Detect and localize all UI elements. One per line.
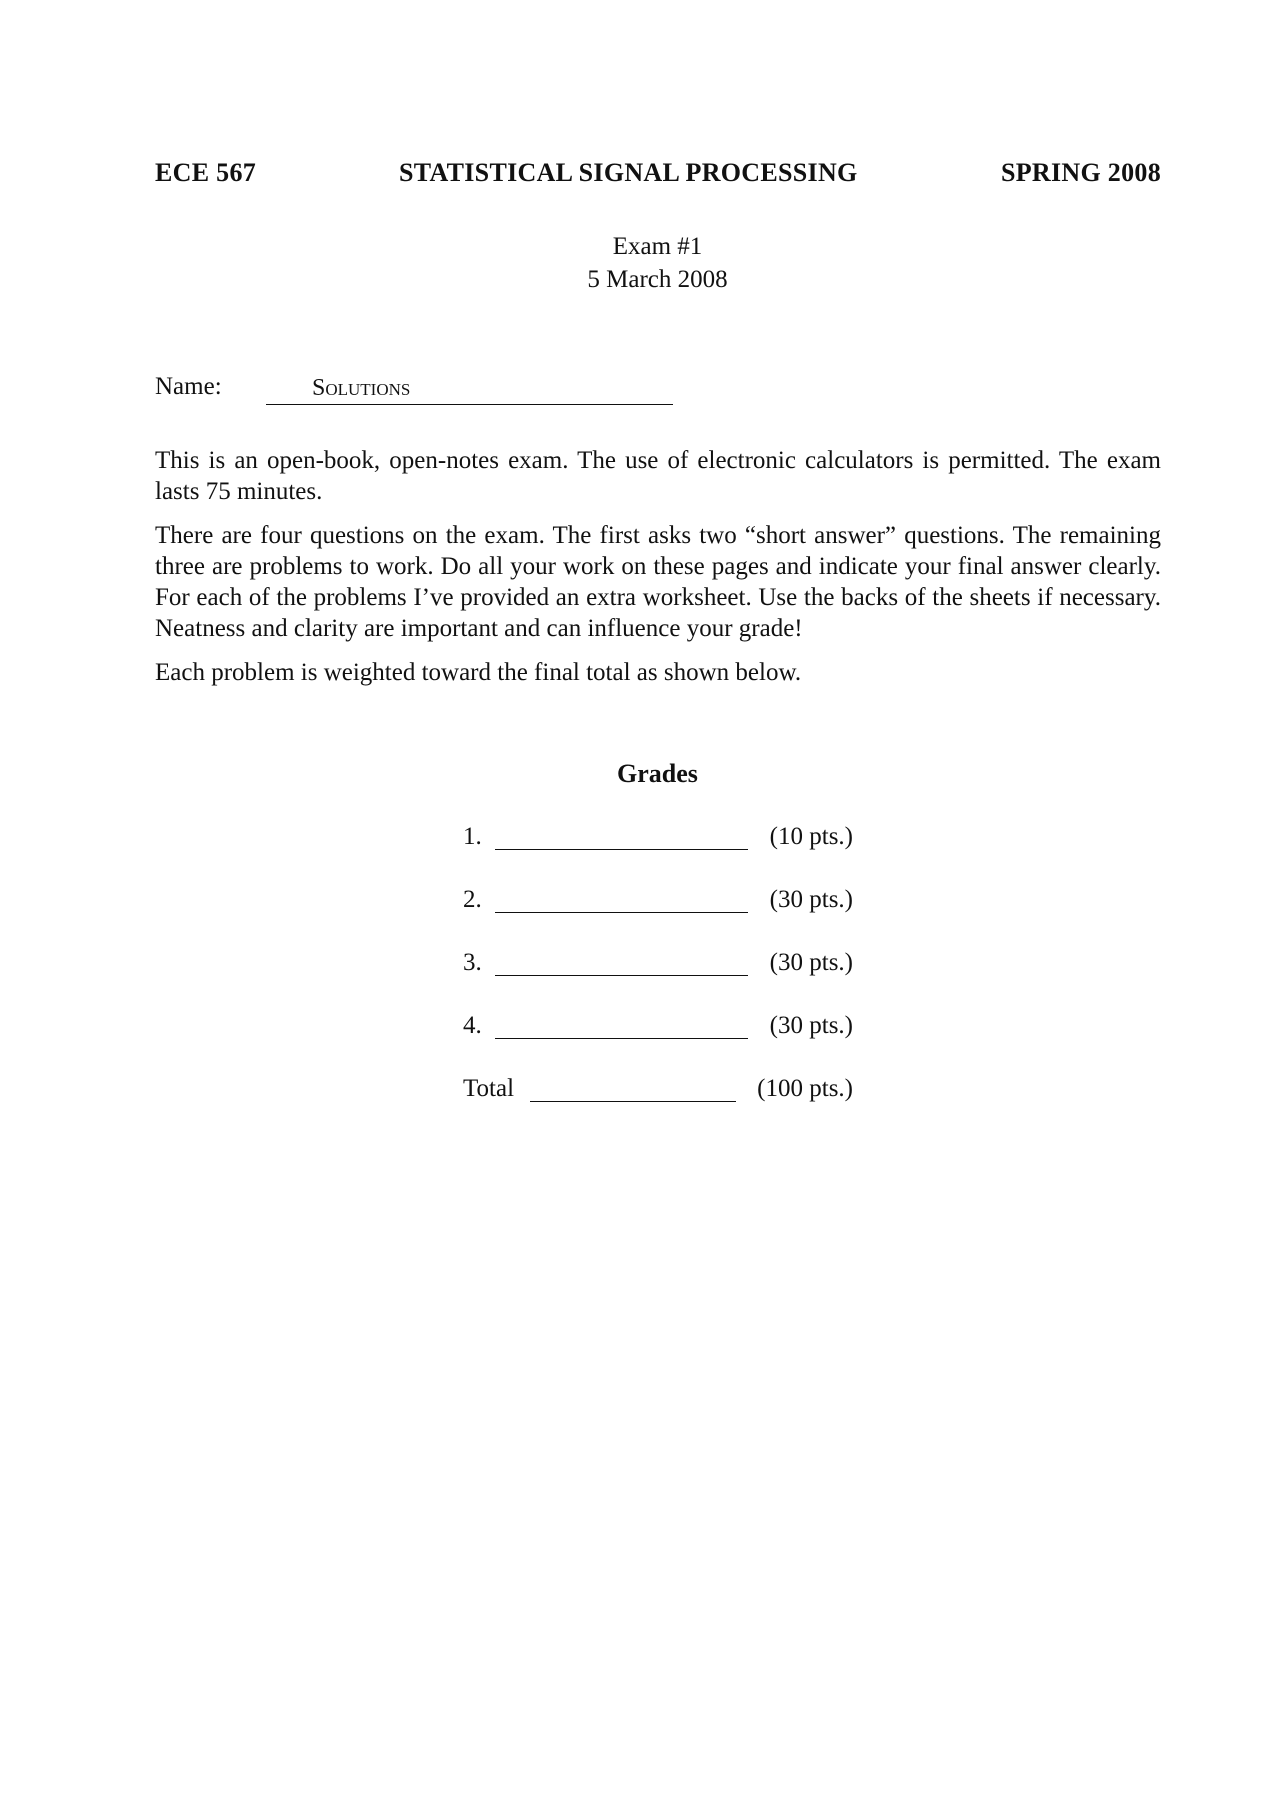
course-term: SPRING 2008 bbox=[1000, 158, 1161, 187]
instruction-paragraph: This is an open-book, open-notes exam. The use of electronic calculators is permitted. The exam lasts 75 minutes. bbox=[155, 447, 1161, 505]
exam-name: Exam #1 bbox=[612, 233, 703, 260]
instructions bbox=[155, 445, 1161, 701]
grade-row-label: 3. bbox=[463, 949, 482, 976]
exam-date: 5 March 2008 bbox=[587, 266, 728, 293]
name-value: Solutions bbox=[312, 375, 411, 401]
grade-row-points: (30 pts.) bbox=[769, 1012, 853, 1039]
grade-row bbox=[463, 886, 853, 920]
grade-row-points: (30 pts.) bbox=[769, 949, 853, 976]
grade-row-points: (30 pts.) bbox=[769, 886, 853, 913]
instruction-paragraph: Each problem is weighted toward the final total as shown below. bbox=[155, 659, 802, 686]
grade-blank-line bbox=[495, 1012, 748, 1039]
grade-blank-line bbox=[495, 886, 748, 913]
grade-row bbox=[463, 949, 853, 983]
grade-row-points: (100 pts.) bbox=[757, 1075, 853, 1102]
grade-row-label: 4. bbox=[463, 1012, 482, 1039]
grade-row bbox=[463, 823, 853, 857]
grades-title: Grades bbox=[617, 759, 698, 788]
grade-blank-line bbox=[495, 823, 748, 850]
course-header bbox=[155, 158, 1161, 194]
grade-row bbox=[463, 1012, 853, 1046]
grade-blank-line bbox=[530, 1075, 736, 1102]
name-label: Name: bbox=[155, 373, 222, 400]
course-title: STATISTICAL SIGNAL PROCESSING bbox=[399, 158, 858, 187]
grade-row-points: (10 pts.) bbox=[769, 823, 853, 850]
instruction-paragraph: There are four questions on the exam. The first asks two “short answer” questions. The remaining three are problems to work. Do all your work on these pages and indicate your final answer clearly. For each of the problems I’ve provided an extra worksheet. Use the backs of the sheets if necessary. Neatness and clarity are important and can influence your grade! bbox=[155, 522, 1161, 642]
grade-row-label: 1. bbox=[463, 823, 482, 850]
grade-blank-line bbox=[495, 949, 748, 976]
name-line bbox=[266, 373, 673, 405]
grade-row-label: Total bbox=[463, 1075, 515, 1102]
course-number: ECE 567 bbox=[155, 158, 257, 187]
grade-row-total bbox=[463, 1075, 853, 1109]
exam-info bbox=[0, 230, 1280, 296]
grade-row-label: 2. bbox=[463, 886, 482, 913]
